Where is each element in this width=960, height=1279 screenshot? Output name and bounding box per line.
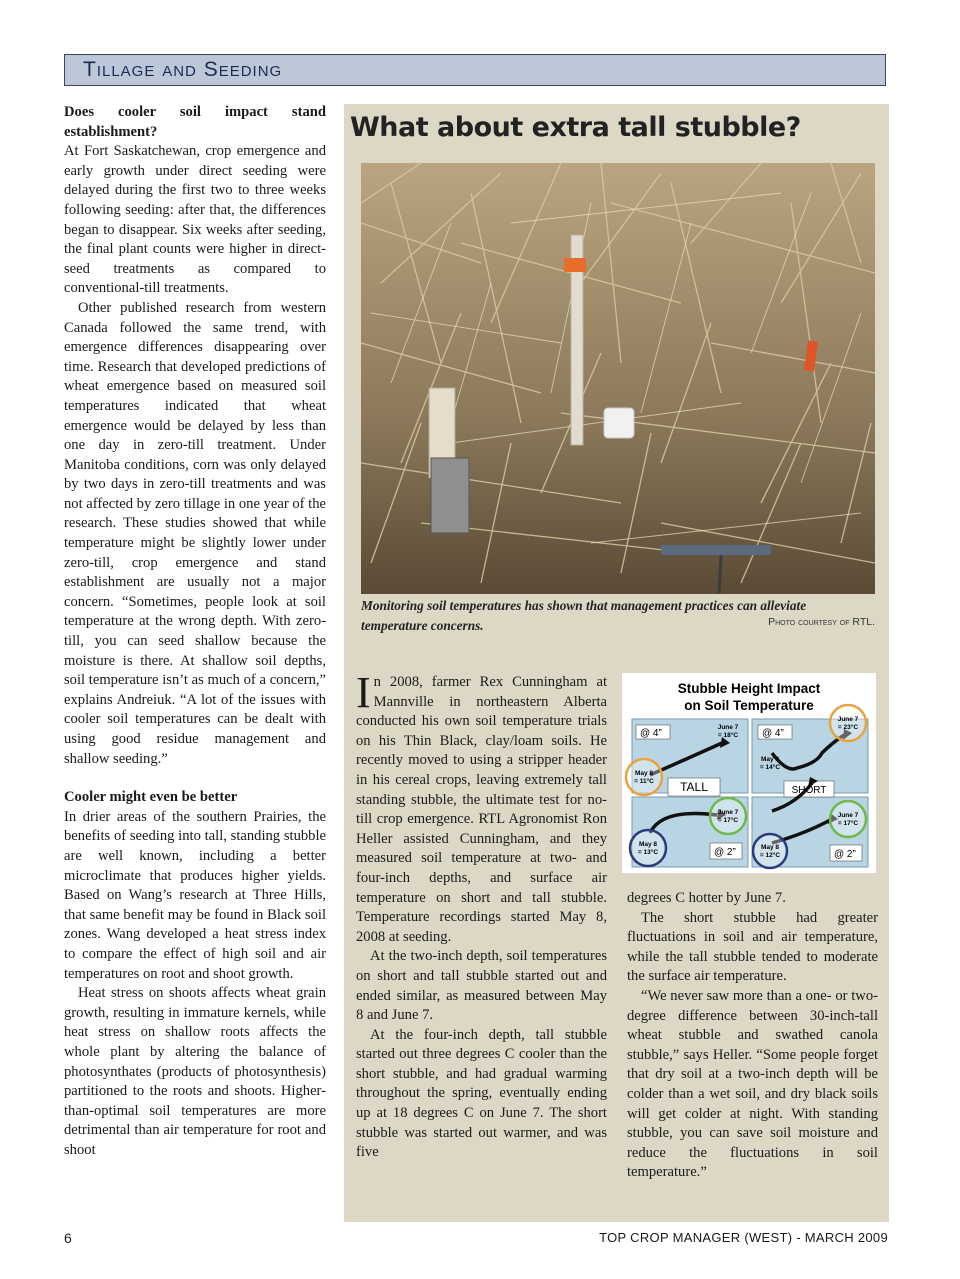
temp-label: May 8 [634,770,654,777]
temp-label: May 8 [638,841,658,848]
figure-title-2: on Soil Temperature [684,698,814,713]
paragraph-text: n 2008, farmer Rex Cunningham at Mannville in northeastern Alberta conducted his own soil temperature trials on his Thin Black, clay/loam soils. He recently moved to using a stripper header in his cereal crops, leaving extremely tall standing stubble, the ultimate test for no-till crop emergence. RTL Agronomist Ron Heller assisted Cunningham, and they measured soil temperature at two- and four-inch depths, and surface air temperature on short and tall stubble. Temperature recordings started May 8, 2008 at seeding. [356,674,607,945]
paragraph [356,668,607,947]
sidebar-column-1 [356,668,607,1163]
subheading: Does cooler soil impact stand establishment? [64,104,326,140]
depth-label: @ 2” [834,849,856,860]
temp-label: June 7 [837,716,859,723]
section-header [64,54,886,86]
paragraph: In drier areas of the southern Prairies, the benefits of seeding into tall, standing stubble are well known, including a better microclimate that produces higher yields. Based on Wang’s research at Three Hills, that same benefit may be found in Black soil zones. Wang developed a heat stress index to compare the effect of high soil and air temperatures on root and shoot growth. [64,808,326,982]
field-photo [361,163,875,594]
stubble-figure [622,673,876,873]
temp-label: = 13°C [637,849,659,856]
paragraph: At the two-inch depth, soil temperatures on short and tall stubble started out and ended similar, as measured between May 8 and June 7. [356,948,607,1024]
temp-label: = 14°C [759,764,781,771]
page-number: 6 [64,1230,72,1246]
caption-text: Monitoring soil temperatures has shown that management practices can alleviate temperature concerns. [361,598,807,633]
paragraph: The short stubble had greater fluctuations in soil and air temperature, while the tall stubble tended to moderate the surface air temperature. [627,909,878,985]
subheading: Cooler might even be better [64,789,238,806]
sidebar-box [344,104,889,1222]
paragraph: Heat stress on shoots affects wheat grain growth, resulting in immature kernels, while heat stress on shallow roots affects the whole plant by altering the balance of photosynthates (products of photosynthesis) partitioned to the roots and shoots. Higher-than-optimal soil temperatures are more detrimental than air temperature for root and shoot [64,985,326,1158]
section-title: Tillage and Seeding [83,58,283,81]
depth-label: @ 4” [640,728,662,739]
figure-title-1: Stubble Height Impact [677,681,821,696]
temp-label: = 17°C [837,820,859,827]
temp-label: = 18°C [717,732,739,739]
sidebar-title: What about extra tall stubble? [350,112,801,143]
paragraph: At the four-inch depth, tall stubble started out three degrees C cooler than the short stubble, and had gradual warming throughout the spring, eventually ending up at 18 degrees C on June 7. The short stubble was started out warmer, and was five [356,1026,607,1161]
temp-label: June 7 [717,809,739,816]
depth-label: @ 2” [714,847,736,858]
temp-label: = 17°C [717,817,739,824]
temp-label: = 23°C [837,724,859,731]
photo-credit: Photo courtesy of RTL. [768,616,875,628]
magazine-footer: TOP CROP MANAGER (WEST) - MARCH 2009 [599,1230,888,1245]
paragraph: “We never saw more than a one- or two-degree difference between 30-inch-tall wheat stubble and swathed canola stubble,” says Heller. “Some people forget that dry soil at a two-inch depth will be colder than a wet soil, and dry black soils will get colder at night. With standing stubble, you can save soil moisture and reduce the fluctuations in soil temperature.” [627,987,878,1181]
drop-cap: I [356,668,371,717]
temp-label: May 8 [760,844,780,851]
paragraph: At Fort Saskatchewan, crop emergence and early growth under direct seeding were delayed during the first two to three weeks following seeding: after that, the differences began to disappear. Six weeks after seeding, the final plant counts were higher in direct-seed treatments as compared to conventional-till treatments. [64,143,326,297]
temp-label: = 11°C [634,778,654,785]
paragraph: Other published research from western Canada followed the same trend, with emergence differences disappearing over time. Research that developed predictions of wheat emergence based on measured soil temperatures indicated that wheat emergence would be delayed by less than one day in zero-till treatment. Under Manitoba conditions, corn was only delayed by two days in zero-till treatments and was not affected by zero tillage in one year of the research. These studies showed that while temperature might be slightly lower under zero-till, crop emergence and stand establishment are usually not a major concern. “Sometimes, people look at soil temperature at the wrong depth. With zero-till, you can seed shallow because the moisture is there. At shallow soil depths, soil temperature isn’t as much of a concern,” explains Andreiuk. “A lot of the issues with cooler soil temperatures can be dealt with using good residue management and shallow seeding.” [64,299,326,767]
sidebar-column-2 [627,889,878,1183]
temp-label: = 12°C [759,852,781,859]
short-label: SHORT [791,785,827,796]
left-column [64,103,326,1160]
depth-label: @ 4” [762,728,784,739]
paragraph: degrees C hotter by June 7. [627,890,786,906]
temp-label: June 7 [837,812,859,819]
temp-label: May 8 [760,756,780,763]
tall-label: TALL [680,780,708,794]
temp-label: June 7 [717,724,739,731]
